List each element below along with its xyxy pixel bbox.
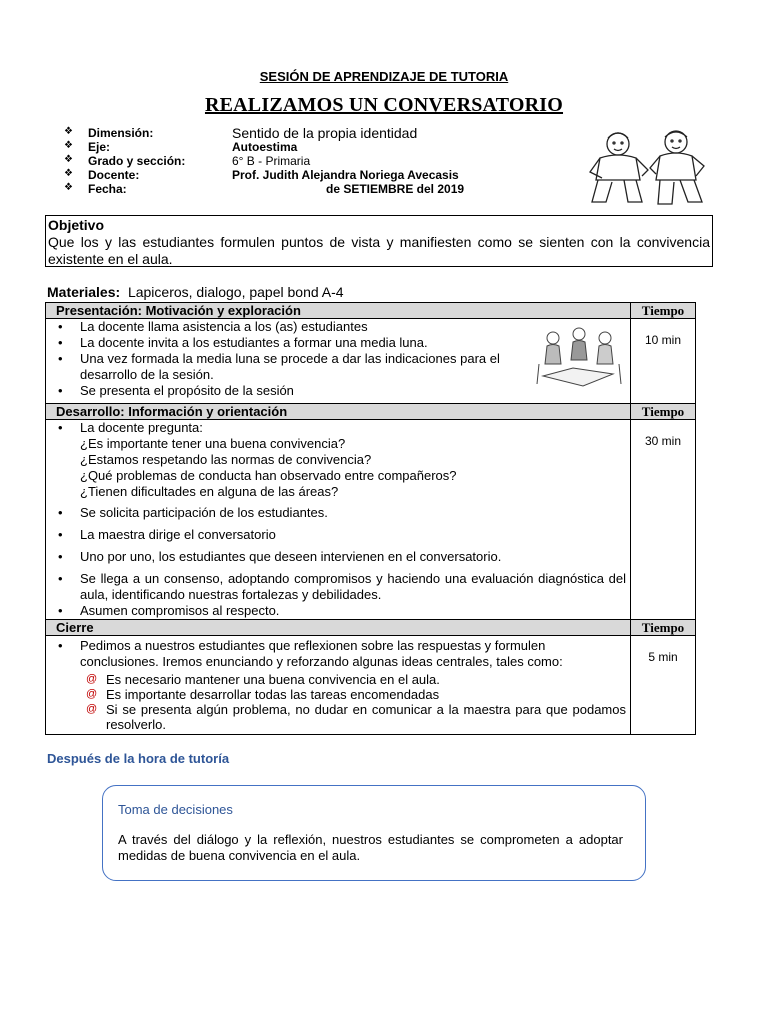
session-subtitle: REALIZAMOS UN CONVERSATORIO bbox=[204, 94, 564, 116]
objective-text: Que los y las estudiantes formulen puntos de vista y manifiesten como se sienten con la convivencia existente en el aula. bbox=[48, 234, 710, 267]
materials bbox=[47, 284, 344, 300]
section-title: Presentación: Motivación y exploración bbox=[46, 303, 631, 319]
section-content bbox=[46, 636, 631, 735]
swirl-bullet-icon: @ bbox=[86, 703, 98, 715]
meta-list bbox=[64, 126, 584, 196]
section-header-row bbox=[46, 620, 696, 636]
activity-list bbox=[50, 319, 528, 399]
section-content bbox=[46, 420, 631, 620]
list-item-intro: • La docente pregunta: bbox=[80, 420, 203, 435]
diamond-bullet-icon: ❖ bbox=[64, 140, 73, 151]
diamond-bullet-icon: ❖ bbox=[64, 182, 73, 193]
session-title: SESIÓN DE APRENDIZAJE DE TUTORIA bbox=[259, 69, 509, 84]
meta-row-dimension bbox=[64, 126, 584, 140]
meta-row-date bbox=[64, 182, 584, 196]
idea-text: Es necesario mantener una buena convivencia en el aula. bbox=[106, 672, 440, 687]
list-item: • La docente invita a los estudiantes a formar una media luna. bbox=[80, 335, 528, 351]
idea-item bbox=[86, 702, 626, 732]
meta-label: Grado y sección: bbox=[88, 154, 186, 168]
time-header: Tiempo bbox=[631, 303, 696, 319]
activity-list bbox=[50, 420, 626, 619]
question: ¿Tienen dificultades en alguna de las áreas? bbox=[80, 484, 339, 499]
idea-text: Si se presenta algún problema, no dudar en comunicar a la maestra para que podamos resolverlo. bbox=[106, 702, 626, 732]
idea-text: Es importante desarrollar todas las tareas encomendadas bbox=[106, 687, 440, 702]
question: ¿Estamos respetando las normas de convivencia? bbox=[80, 452, 372, 467]
after-heading: Después de la hora de tutoría bbox=[47, 751, 230, 766]
meta-value: de SETIEMBRE del 2019 bbox=[326, 182, 465, 196]
diamond-bullet-icon: ❖ bbox=[64, 154, 73, 165]
swirl-bullet-icon: @ bbox=[86, 673, 98, 685]
decision-box bbox=[102, 785, 646, 881]
meta-row-axis bbox=[64, 140, 584, 154]
meta-label: Dimensión: bbox=[88, 126, 154, 140]
diamond-bullet-icon: ❖ bbox=[64, 126, 73, 137]
diamond-bullet-icon: ❖ bbox=[64, 168, 73, 179]
list-item: • La docente llama asistencia a los (as) estudiantes bbox=[80, 319, 528, 335]
objective-title: Objetivo bbox=[48, 217, 105, 233]
meta-value: Prof. Judith Alejandra Noriega Avecasis bbox=[232, 168, 459, 182]
ideas-list bbox=[50, 672, 626, 732]
section-title: Cierre bbox=[46, 620, 631, 636]
decision-title: Toma de decisiones bbox=[118, 802, 233, 817]
section-title: Desarrollo: Información y orientación bbox=[46, 404, 631, 420]
section-body-row bbox=[46, 636, 696, 735]
question: ¿Es importante tener una buena convivencia? bbox=[80, 436, 346, 451]
students-photo bbox=[533, 324, 625, 390]
meta-label: Docente: bbox=[88, 168, 140, 182]
list-item: • Se llega a un consenso, adoptando compromisos y haciendo una evaluación diagnóstica del aula, identificando nuestras fortalezas y debilidades. bbox=[80, 571, 626, 603]
section-time: 5 min bbox=[631, 636, 696, 735]
meta-label: Eje: bbox=[88, 140, 111, 154]
section-time: 30 min bbox=[631, 420, 696, 620]
decision-text: A través del diálogo y la reflexión, nuestros estudiantes se comprometen a adoptar medidas de buena convivencia en el aula. bbox=[118, 832, 623, 863]
section-body-row bbox=[46, 420, 696, 620]
list-item: • La maestra dirige el conversatorio bbox=[80, 527, 626, 543]
section-header-row bbox=[46, 404, 696, 420]
list-item: • Asumen compromisos al respecto. bbox=[80, 603, 626, 619]
materials-text: Lapiceros, dialogo, papel bond A-4 bbox=[127, 284, 344, 300]
meta-value: Autoestima bbox=[232, 140, 298, 154]
idea-item bbox=[86, 687, 626, 702]
meta-label: Fecha: bbox=[88, 182, 127, 196]
list-item: • Pedimos a nuestros estudiantes que reflexionen sobre las respuestas y formulen conclusiones. Iremos enunciando y reforzando algunas ideas centrales, tales como: bbox=[80, 638, 626, 670]
list-item: • Se solicita participación de los estudiantes. bbox=[80, 505, 626, 521]
section-header-row bbox=[46, 303, 696, 319]
idea-item bbox=[86, 672, 626, 687]
list-item: • Una vez formada la media luna se procede a dar las indicaciones para el desarrollo de la sesión. bbox=[80, 351, 528, 383]
meta-value: Sentido de la propia identidad bbox=[232, 125, 418, 141]
swirl-bullet-icon: @ bbox=[86, 688, 98, 700]
children-illustration bbox=[584, 128, 714, 210]
question: ¿Qué problemas de conducta han observado entre compañeros? bbox=[80, 468, 457, 483]
time-header: Tiempo bbox=[631, 404, 696, 420]
meta-value: 6° B - Primaria bbox=[232, 154, 311, 168]
list-item: • Se presenta el propósito de la sesión bbox=[80, 383, 528, 399]
time-header: Tiempo bbox=[631, 620, 696, 636]
list-item: • Uno por uno, los estudiantes que deseen intervienen en el conversatorio. bbox=[80, 549, 626, 565]
section-time: 10 min bbox=[631, 319, 696, 404]
objective-box bbox=[45, 215, 713, 267]
activity-list bbox=[50, 638, 626, 670]
meta-row-teacher bbox=[64, 168, 584, 182]
list-item bbox=[80, 420, 626, 500]
meta-row-grade bbox=[64, 154, 584, 168]
materials-label: Materiales: bbox=[47, 284, 121, 300]
